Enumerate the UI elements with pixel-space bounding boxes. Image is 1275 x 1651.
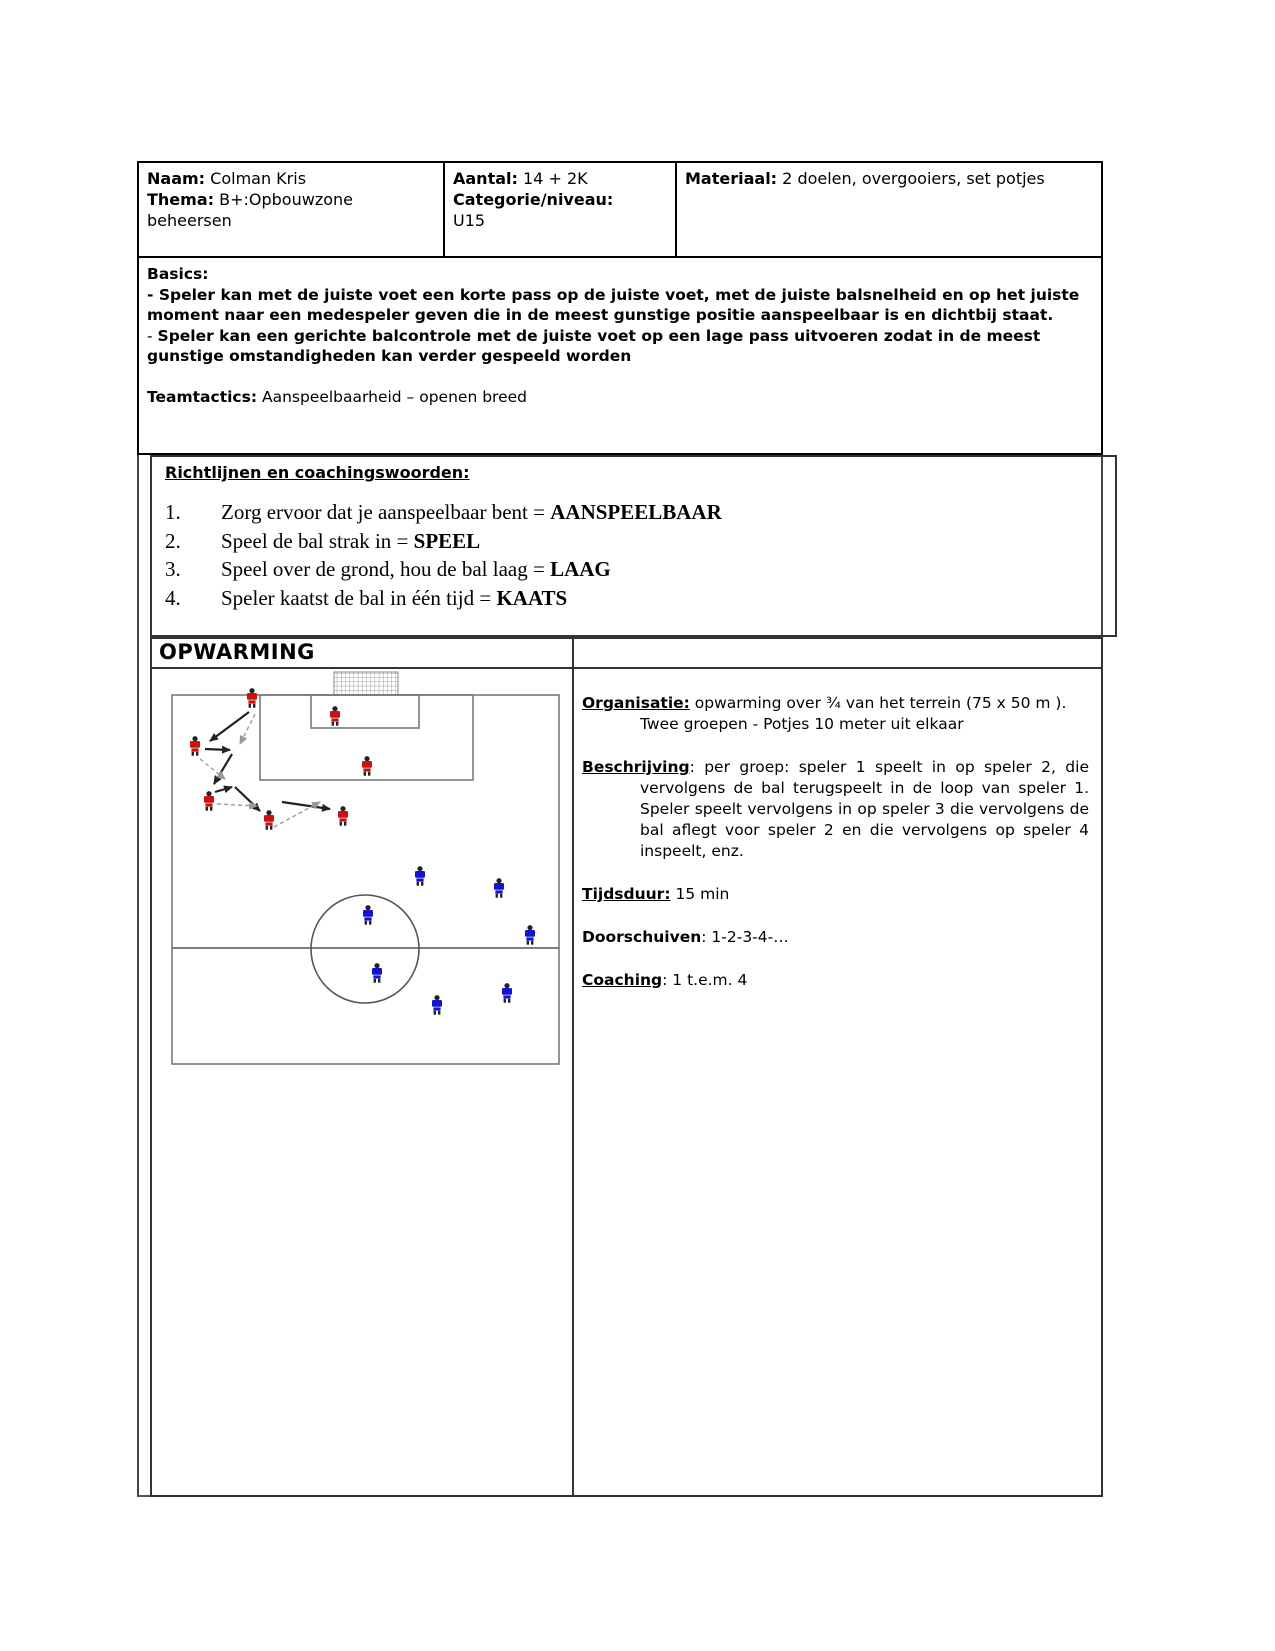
run-arrow	[217, 804, 257, 806]
blue-player	[372, 963, 382, 983]
goal-area	[311, 695, 419, 728]
richtlijnen-list	[165, 498, 1115, 612]
coaching-value: : 1 t.e.m. 4	[662, 971, 748, 989]
field-diagram-cell	[152, 669, 574, 1497]
teamtactics-value: Aanspeelbaarheid – openen breed	[261, 387, 527, 406]
richtlijnen-title: Richtlijnen en coachingswoorden:	[165, 463, 470, 482]
tijdsduur-value: 15 min	[675, 885, 730, 903]
red-player	[247, 688, 257, 708]
organisatie-label: Organisatie:	[582, 694, 690, 712]
run-arrow	[274, 802, 320, 827]
aantal-value: 14 + 2K	[523, 169, 588, 188]
aantal-label: Aantal:	[453, 169, 518, 188]
pass-arrow	[215, 787, 232, 792]
blue-player	[525, 925, 535, 945]
teamtactics-label: Teamtactics:	[147, 387, 258, 406]
richtlijn-item: 2. Speel de bal strak in = SPEEL	[165, 528, 481, 553]
thema-label: Thema:	[147, 190, 215, 209]
red-player	[264, 810, 274, 830]
richtlijn-item: 4. Speler kaatst de bal in één tijd = KAATS	[165, 585, 568, 610]
opwarming-title: OPWARMING	[152, 639, 574, 667]
red-player	[362, 756, 372, 776]
red-player	[338, 806, 348, 826]
doorschuiven-value: : 1-2-3-4-…	[701, 928, 789, 946]
pass-arrow	[282, 802, 330, 809]
pass-and-run-arrows	[200, 712, 330, 827]
naam-line	[147, 168, 435, 189]
opwarming-text-cell	[574, 669, 1101, 1497]
organisatie-block	[582, 693, 1089, 735]
opwarming-section	[150, 637, 1103, 1497]
thema-line	[147, 189, 435, 231]
info-cell-aantal-categorie	[445, 163, 677, 256]
blue-player	[494, 878, 504, 898]
coaching-label: Coaching	[582, 971, 663, 989]
run-arrow	[200, 759, 225, 779]
spacer	[147, 367, 1093, 387]
beschrijving-text: : per groep: speler 1 speelt in op speler 2, die vervolgens de bal terugspeelt in de loop van speler 1. Speler speelt vervolgens in op speler 3 die vervolgens de bal aflegt voor speler 2 en die vervolgens op speler 4 inspeelt, enz.	[640, 758, 1089, 860]
richtlijnen-section	[150, 455, 1117, 637]
red-player	[204, 791, 214, 811]
red-player	[330, 706, 340, 726]
soccer-field-diagram	[152, 669, 572, 1495]
info-cell-materiaal	[677, 163, 1101, 256]
opwarming-header-empty-cell	[574, 639, 1101, 667]
blue-player	[432, 995, 442, 1015]
beschrijving-block	[582, 757, 1089, 862]
basics-title: Basics:	[147, 265, 209, 283]
categorie-value: U15	[453, 211, 486, 230]
blue-player	[415, 866, 425, 886]
basics-section	[137, 258, 1103, 455]
pass-arrow	[205, 749, 230, 750]
materiaal-line	[685, 168, 1093, 189]
bullet-dash: -	[147, 326, 158, 345]
basics-bullet-1: - Speler kan met de juiste voet een korte pass op de juiste voet, met de juiste balsnelheid en op het juiste moment naar een medespeler geven die in de meest gunstige positie aanspeelbaar is en dichtbij staat.	[147, 285, 1080, 324]
beschrijving-label: Beschrijving	[582, 758, 690, 776]
blue-player	[502, 983, 512, 1003]
lower-container	[137, 455, 1103, 1497]
opwarming-body-row	[152, 669, 1101, 1497]
info-cell-naam-thema	[139, 163, 445, 256]
pass-arrow	[235, 787, 260, 811]
pass-arrow	[210, 712, 249, 741]
categorie-label: Categorie/niveau:	[453, 190, 614, 209]
red-player	[190, 736, 200, 756]
run-arrow	[240, 714, 255, 744]
naam-label: Naam:	[147, 169, 206, 188]
richtlijn-item: 1. Zorg ervoor dat je aanspeelbaar bent = AANSPEELBAAR	[165, 500, 722, 524]
info-table	[137, 161, 1103, 258]
thema-value: B+:Opbouwzone beheersen	[147, 190, 353, 230]
players	[190, 688, 535, 1015]
richtlijn-item: 3. Speel over de grond, hou de bal laag = LAAG	[165, 557, 611, 581]
blue-player	[363, 905, 373, 925]
teamtactics-line	[147, 387, 1093, 408]
tijdsduur-label: Tijdsduur:	[582, 885, 671, 903]
pass-arrow	[214, 754, 232, 784]
doorschuiven-block	[582, 927, 1089, 948]
coaching-block	[582, 970, 1089, 991]
opwarming-header-row	[152, 639, 1101, 669]
materiaal-label: Materiaal:	[685, 169, 778, 188]
aantal-line	[453, 168, 667, 189]
tijdsduur-block	[582, 884, 1089, 905]
goal-net	[334, 672, 398, 695]
doorschuiven-label: Doorschuiven	[582, 928, 702, 946]
document-content	[137, 161, 1103, 1497]
naam-value: Colman Kris	[210, 169, 307, 188]
materiaal-value: 2 doelen, overgooiers, set potjes	[782, 169, 1045, 188]
basics-bullet-2: - Speler kan een gerichte balcontrole met de juiste voet op een lage pass uitvoeren zodat in de meest gunstige omstandigheden kan verder gespeeld worden	[147, 326, 1041, 365]
organisatie-text: opwarming over ¾ van het terrein (75 x 50 m ). Twee groepen - Potjes 10 meter uit elkaar	[640, 694, 1067, 733]
